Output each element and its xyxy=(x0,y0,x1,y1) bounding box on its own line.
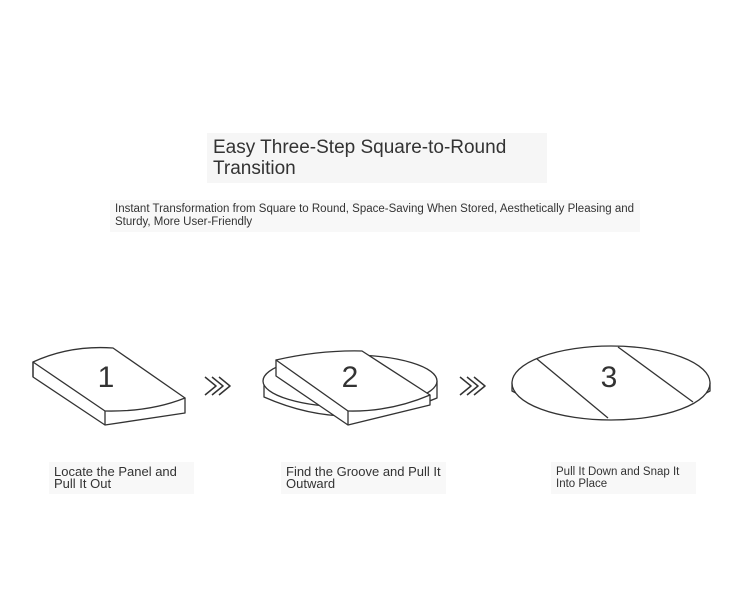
page-title: Easy Three-Step Square-to-Round Transition xyxy=(207,133,547,183)
page-subtitle: Instant Transformation from Square to Round, Space-Saving When Stored, Aesthetically Pleasing and Sturdy, More User-Friendly xyxy=(110,200,640,232)
step-arrow-icon xyxy=(460,377,485,395)
step-1-caption: Locate the Panel and Pull It Out xyxy=(49,462,194,494)
step-diagram xyxy=(0,330,750,440)
step-1-number: 1 xyxy=(97,361,115,394)
step-3-number: 3 xyxy=(600,361,618,394)
step-arrow-icon xyxy=(205,377,230,395)
step-3-caption: Pull It Down and Snap It Into Place xyxy=(551,462,696,494)
step-2-caption: Find the Groove and Pull It Outward xyxy=(281,462,446,494)
step-2-number: 2 xyxy=(341,361,359,394)
